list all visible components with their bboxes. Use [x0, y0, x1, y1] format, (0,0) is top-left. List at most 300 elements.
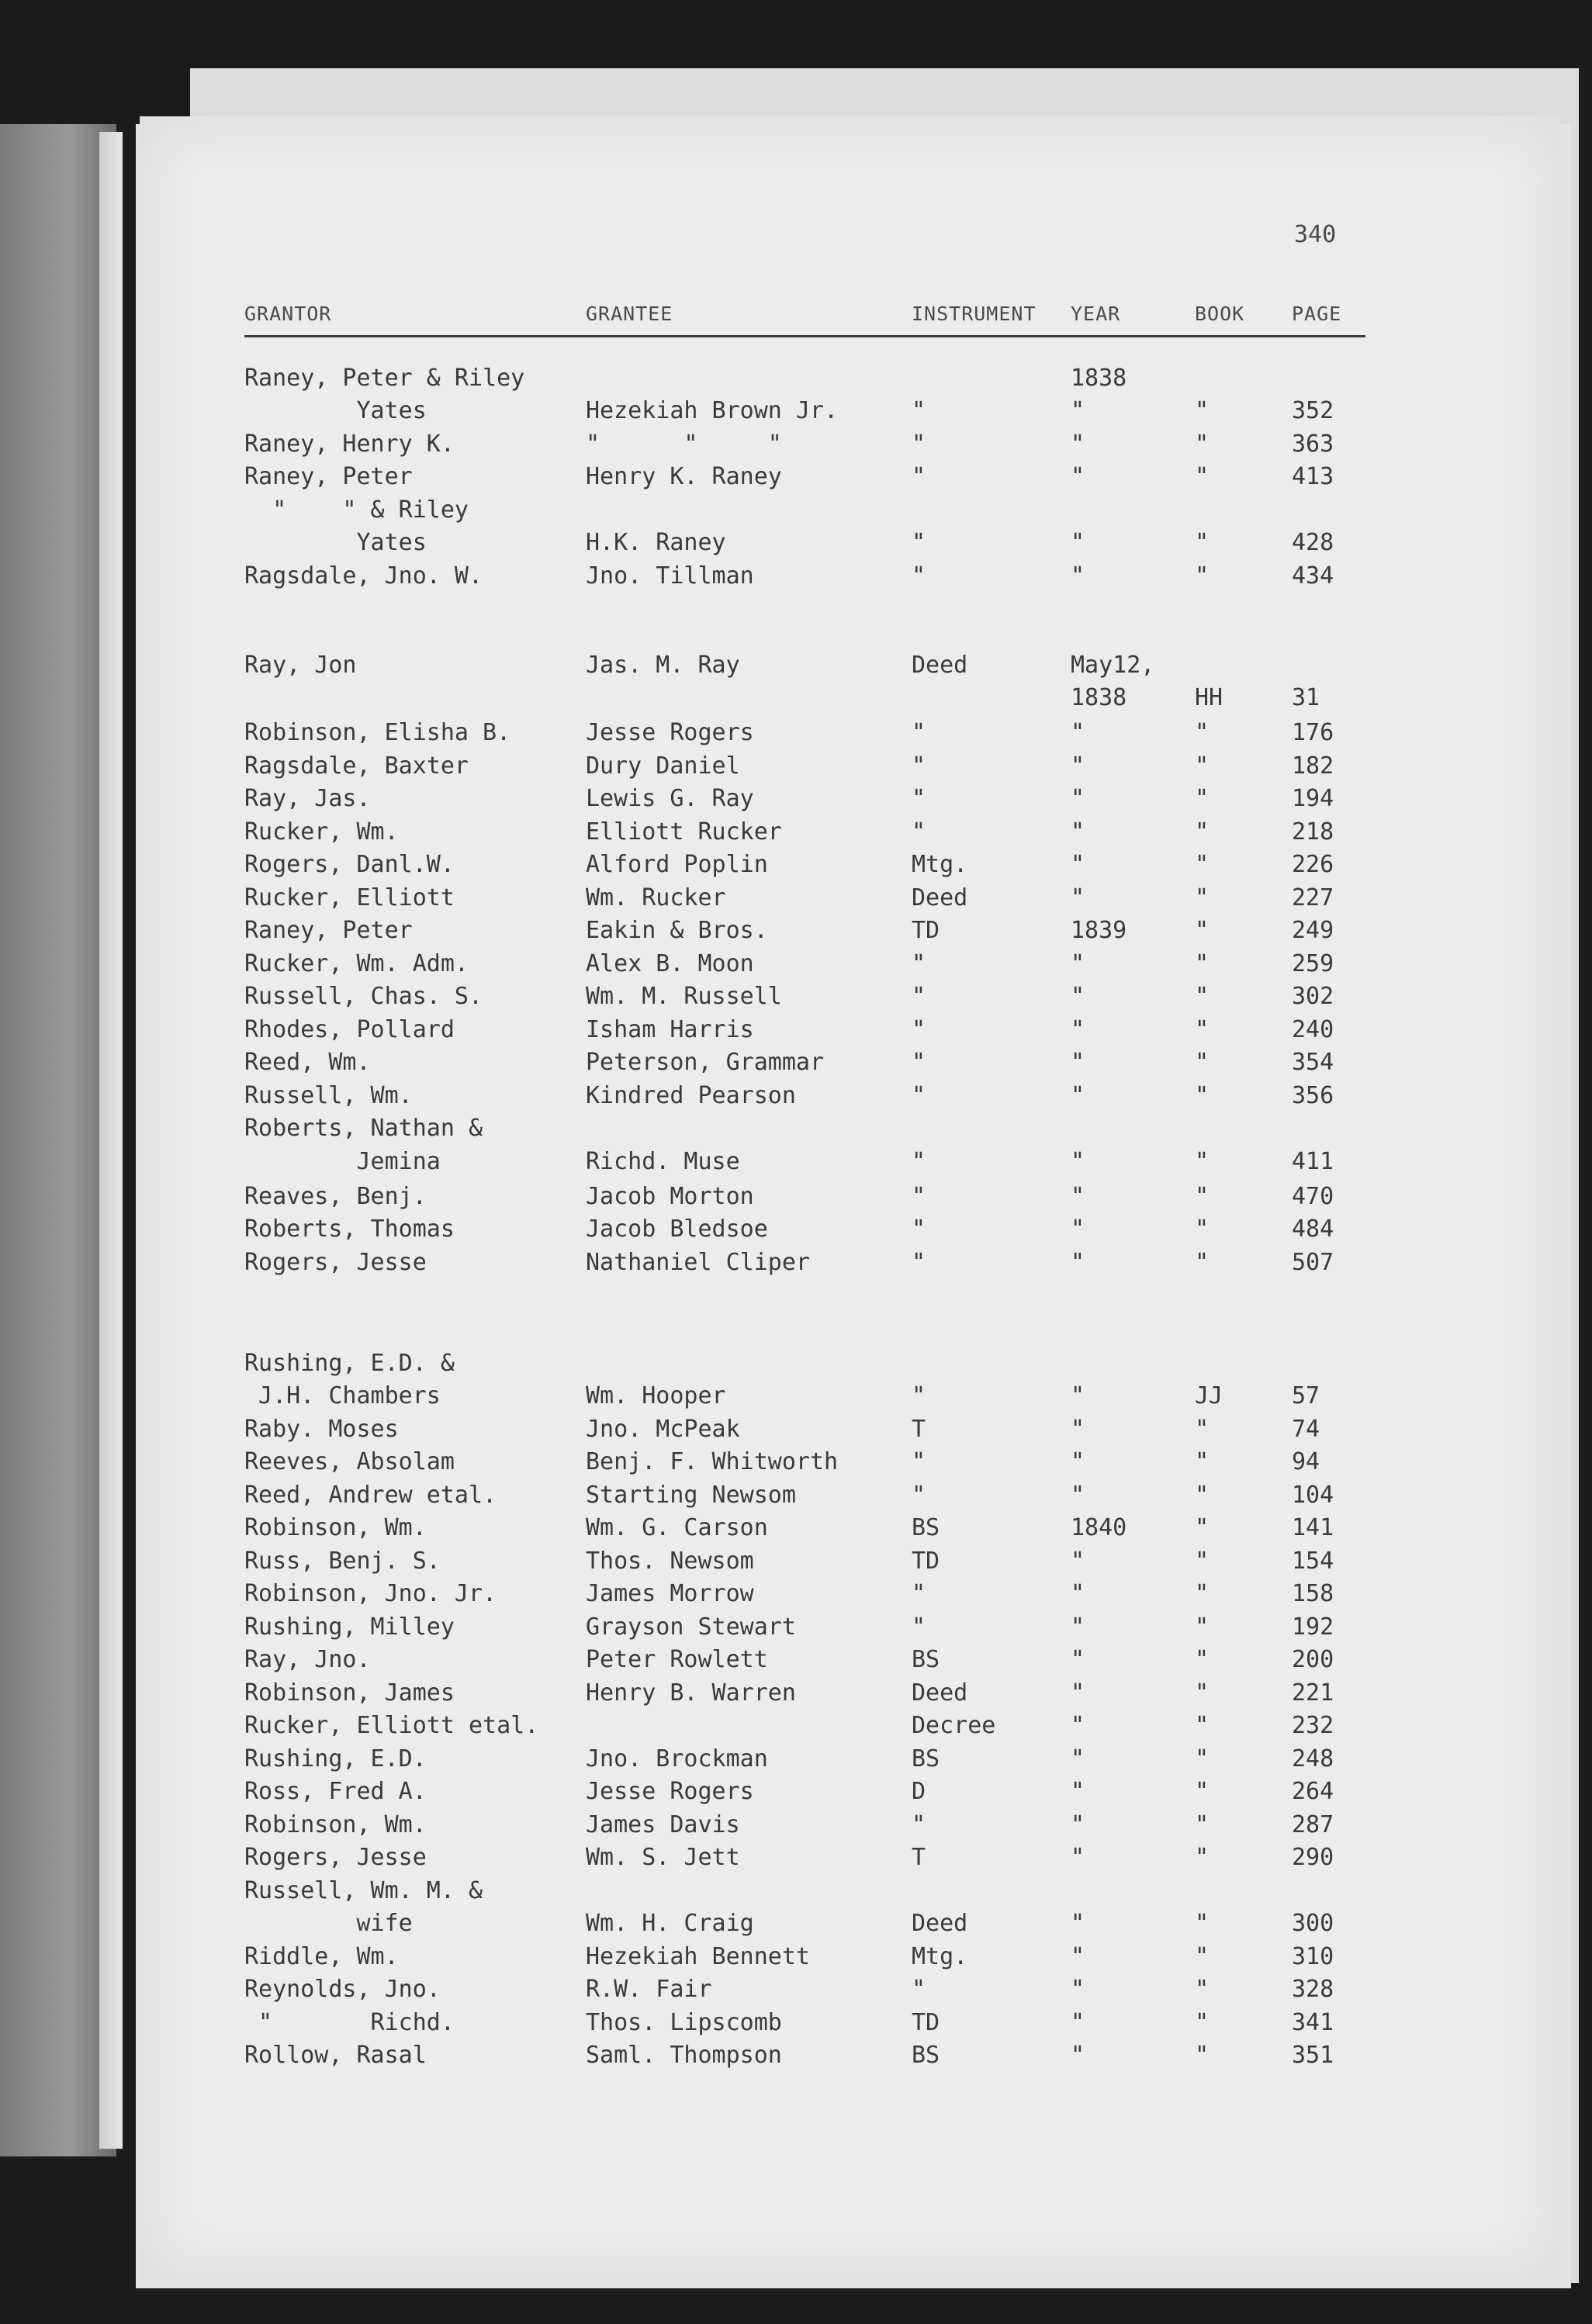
cell-year: " [1071, 719, 1085, 746]
cell-page: 248 [1292, 1745, 1334, 1772]
cell-page: 182 [1292, 752, 1334, 780]
cell-book: " [1195, 431, 1210, 458]
cell-instrument: BS [912, 1745, 940, 1772]
cell-grantee: James Davis [586, 1811, 740, 1838]
cell-year: " [1071, 1183, 1085, 1210]
cell-grantee: Hezekiah Brown Jr. [586, 397, 839, 424]
cell-instrument: " [912, 1016, 926, 1043]
cell-instrument: " [912, 1580, 926, 1607]
cell-book: " [1195, 1811, 1210, 1838]
cell-year: " [1071, 1712, 1085, 1739]
table-row [140, 818, 1559, 851]
cell-instrument: Mtg. [912, 1943, 968, 1970]
cell-book: " [1195, 1548, 1210, 1575]
cell-book: " [1195, 752, 1210, 780]
cell-grantee: " " " [586, 431, 782, 458]
table-row [140, 1216, 1559, 1248]
table-row [140, 2009, 1559, 2042]
table-row [140, 397, 1559, 430]
cell-year: " [1071, 851, 1085, 878]
cell-instrument: " [912, 752, 926, 780]
cell-year: " [1071, 1416, 1085, 1443]
cell-grantee: Jesse Rogers [586, 719, 754, 746]
table-row [140, 1548, 1559, 1580]
cell-instrument: " [912, 562, 926, 590]
cell-grantor: Ragsdale, Jno. W. [244, 562, 483, 590]
cell-year: " [1071, 2042, 1085, 2069]
cell-page: 94 [1292, 1448, 1320, 1475]
cell-book: " [1195, 2009, 1210, 2036]
cell-grantee: James Morrow [586, 1580, 754, 1607]
table-row [140, 684, 1559, 717]
cell-page: 351 [1292, 2042, 1334, 2069]
cell-grantor: Raney, Peter [244, 463, 413, 490]
cell-page: 310 [1292, 1943, 1334, 1970]
cell-grantee: Wm. S. Jett [586, 1844, 740, 1871]
cell-book: " [1195, 1910, 1210, 1937]
cell-grantee: Peterson, Grammar [586, 1049, 825, 1076]
cell-year: 1839 [1071, 917, 1127, 944]
cell-grantee: H.K. Raney [586, 529, 726, 556]
table-row [140, 1712, 1559, 1745]
cell-book: " [1195, 851, 1210, 878]
cell-instrument: T [912, 1416, 926, 1443]
cell-grantor: " " & Riley [244, 496, 469, 524]
cell-grantee: Dury Daniel [586, 752, 740, 780]
cell-instrument: " [912, 950, 926, 977]
cell-book: " [1195, 1082, 1210, 1109]
cell-grantee: Wm. Hooper [586, 1382, 726, 1409]
cell-grantor: Rushing, E.D. & [244, 1350, 455, 1377]
cell-grantee: Wm. M. Russell [586, 983, 782, 1010]
cell-grantor: Rollow, Rasal [244, 2042, 427, 2069]
table-row [140, 1778, 1559, 1810]
cell-grantor: Yates [244, 397, 427, 424]
cell-year: " [1071, 1811, 1085, 1838]
cell-year: " [1071, 950, 1085, 977]
cell-page: 302 [1292, 983, 1334, 1010]
cell-instrument: " [912, 431, 926, 458]
cell-grantee: Henry K. Raney [586, 463, 782, 490]
cell-instrument: " [912, 529, 926, 556]
table-row [140, 1016, 1559, 1049]
cell-grantee: Benj. F. Whitworth [586, 1448, 839, 1475]
cell-page: 354 [1292, 1049, 1334, 1076]
cell-grantee: Thos. Newsom [586, 1548, 754, 1575]
cell-page: 413 [1292, 463, 1334, 490]
cell-year: " [1071, 1016, 1085, 1043]
cell-instrument: " [912, 1148, 926, 1175]
cell-book: " [1195, 1148, 1210, 1175]
cell-book: " [1195, 1712, 1210, 1739]
cell-grantee: Jno. Brockman [586, 1745, 768, 1772]
cell-grantee: R.W. Fair [586, 1976, 712, 2003]
cell-grantee: Thos. Lipscomb [586, 2009, 782, 2036]
cell-page: 158 [1292, 1580, 1334, 1607]
cell-book: " [1195, 1482, 1210, 1509]
cell-year: " [1071, 818, 1085, 846]
cell-book: " [1195, 1778, 1210, 1805]
cell-book: " [1195, 562, 1210, 590]
cell-page: 300 [1292, 1910, 1334, 1937]
cell-grantee: Elliott Rucker [586, 818, 782, 846]
cell-book: " [1195, 1049, 1210, 1076]
cell-grantor: Reed, Andrew etal. [244, 1482, 497, 1509]
table-row [140, 1613, 1559, 1646]
cell-grantee: Kindred Pearson [586, 1082, 796, 1109]
table-body [140, 116, 1559, 2281]
cell-book: " [1195, 1976, 1210, 2003]
table-row [140, 1976, 1559, 2008]
table-row [140, 562, 1559, 595]
cell-instrument: " [912, 1976, 926, 2003]
cell-grantee: Jno. McPeak [586, 1416, 740, 1443]
cell-grantor: Rogers, Jesse [244, 1844, 427, 1871]
cell-year: " [1071, 397, 1085, 424]
table-row [140, 917, 1559, 949]
table-row [140, 1745, 1559, 1778]
cell-page: 104 [1292, 1482, 1334, 1509]
cell-grantee: Lewis G. Ray [586, 785, 754, 812]
cell-grantor: Roberts, Thomas [244, 1216, 455, 1243]
cell-instrument: Deed [912, 1910, 968, 1937]
cell-grantee: Alex B. Moon [586, 950, 754, 977]
table-row [140, 1679, 1559, 1712]
cell-grantor: Rucker, Wm. [244, 818, 399, 846]
cell-grantee: Wm. G. Carson [586, 1514, 768, 1541]
cell-page: 411 [1292, 1148, 1334, 1175]
cell-instrument: " [912, 1811, 926, 1838]
table-row [140, 785, 1559, 818]
cell-book: " [1195, 1745, 1210, 1772]
cell-instrument: TD [912, 917, 940, 944]
cell-year: " [1071, 1844, 1085, 1871]
cell-grantor: Raney, Peter & Riley [244, 365, 525, 392]
cell-grantor: Robinson, Elisha B. [244, 719, 511, 746]
cell-grantor: Roberts, Nathan & [244, 1115, 483, 1142]
cell-instrument: " [912, 1613, 926, 1641]
cell-grantor: wife [244, 1910, 413, 1937]
cell-grantor: Rucker, Elliott etal. [244, 1712, 539, 1739]
table-row [140, 431, 1559, 463]
cell-grantee: Jno. Tillman [586, 562, 754, 590]
page-number: 340 [1294, 221, 1337, 248]
cell-instrument: " [912, 785, 926, 812]
table-row [140, 884, 1559, 917]
table-row [140, 1877, 1559, 1910]
cell-book: " [1195, 1943, 1210, 1970]
cell-grantor: Jemina [244, 1148, 441, 1175]
cell-book: " [1195, 1216, 1210, 1243]
cell-year: " [1071, 1910, 1085, 1937]
cell-year: May12, [1071, 652, 1155, 679]
cell-grantor: Ray, Jno. [244, 1646, 371, 1673]
cell-grantor: Rucker, Elliott [244, 884, 455, 911]
cell-year: " [1071, 752, 1085, 780]
cell-page: 74 [1292, 1416, 1320, 1443]
cell-book: " [1195, 785, 1210, 812]
table-row [140, 983, 1559, 1015]
cell-grantor: Ragsdale, Baxter [244, 752, 469, 780]
cell-grantor: Ross, Fred A. [244, 1778, 427, 1805]
cell-grantee: Jacob Bledsoe [586, 1216, 768, 1243]
cell-grantor: Ray, Jas. [244, 785, 371, 812]
cell-instrument: Mtg. [912, 851, 968, 878]
cell-year: " [1071, 1216, 1085, 1243]
cell-page: 154 [1292, 1548, 1334, 1575]
cell-grantor: Riddle, Wm. [244, 1943, 399, 1970]
cell-year: " [1071, 1249, 1085, 1276]
table-row [140, 496, 1559, 529]
cell-year: " [1071, 1943, 1085, 1970]
table-row [140, 1148, 1559, 1181]
cell-instrument: Decree [912, 1712, 996, 1739]
cell-book: " [1195, 884, 1210, 911]
cell-year: " [1071, 884, 1085, 911]
cell-grantee: Wm. Rucker [586, 884, 726, 911]
cell-grantor: Rushing, E.D. [244, 1745, 427, 1772]
cell-page: 287 [1292, 1811, 1334, 1838]
cell-page: 232 [1292, 1712, 1334, 1739]
cell-book: " [1195, 1448, 1210, 1475]
cell-book: " [1195, 1613, 1210, 1641]
cell-instrument: " [912, 397, 926, 424]
cell-grantor: Rushing, Milley [244, 1613, 455, 1641]
cell-page: 141 [1292, 1514, 1334, 1541]
table-row [140, 719, 1559, 752]
cell-instrument: BS [912, 1646, 940, 1673]
cell-grantee: Eakin & Bros. [586, 917, 768, 944]
header-instrument: INSTRUMENT [912, 303, 1037, 325]
cell-year: " [1071, 431, 1085, 458]
cell-instrument: " [912, 1216, 926, 1243]
cell-year: " [1071, 1976, 1085, 2003]
table-row [140, 652, 1559, 684]
table-row [140, 1049, 1559, 1081]
cell-instrument: D [912, 1778, 926, 1805]
cell-instrument: " [912, 463, 926, 490]
cell-grantor: Raney, Henry K. [244, 431, 455, 458]
table-row [140, 1514, 1559, 1547]
cell-page: 434 [1292, 562, 1334, 590]
document-page [140, 116, 1559, 2281]
table-row [140, 950, 1559, 983]
header-grantor: GRANTOR [244, 303, 332, 325]
cell-instrument: " [912, 719, 926, 746]
cell-grantor: Robinson, James [244, 1679, 455, 1707]
cell-grantor: Raby. Moses [244, 1416, 399, 1443]
cell-grantee: Saml. Thompson [586, 2042, 782, 2069]
cell-year: " [1071, 1745, 1085, 1772]
cell-book: " [1195, 1844, 1210, 1871]
cell-year: 1838 [1071, 684, 1127, 711]
cell-grantee: Starting Newsom [586, 1482, 796, 1509]
table-row [140, 1082, 1559, 1115]
cell-year: " [1071, 1049, 1085, 1076]
table-row [140, 752, 1559, 785]
cell-book: " [1195, 1646, 1210, 1673]
cell-grantor: Reeves, Absolam [244, 1448, 455, 1475]
cell-grantor: Reynolds, Jno. [244, 1976, 441, 2003]
table-row [140, 1580, 1559, 1613]
table-row [140, 1382, 1559, 1415]
cell-grantee: Jesse Rogers [586, 1778, 754, 1805]
table-row [140, 1910, 1559, 1942]
cell-grantee: Hezekiah Bennett [586, 1943, 810, 1970]
cell-grantee: Henry B. Warren [586, 1679, 796, 1707]
cell-instrument: " [912, 1082, 926, 1109]
cell-year: " [1071, 1148, 1085, 1175]
cell-page: 341 [1292, 2009, 1334, 2036]
cell-grantor: Ray, Jon [244, 652, 357, 679]
cell-year: " [1071, 1082, 1085, 1109]
cell-grantor: Reaves, Benj. [244, 1183, 427, 1210]
cell-instrument: " [912, 1183, 926, 1210]
table-row [140, 1249, 1559, 1281]
cell-year: " [1071, 1382, 1085, 1409]
cell-year: " [1071, 1548, 1085, 1575]
table-row [140, 1811, 1559, 1844]
cell-book: " [1195, 397, 1210, 424]
cell-book: " [1195, 463, 1210, 490]
cell-year: " [1071, 1778, 1085, 1805]
cell-book: " [1195, 1016, 1210, 1043]
table-row [140, 1183, 1559, 1216]
cell-year: " [1071, 562, 1085, 590]
cell-page: 356 [1292, 1082, 1334, 1109]
cell-book: " [1195, 1580, 1210, 1607]
cell-year: " [1071, 1679, 1085, 1707]
cell-grantor: Russ, Benj. S. [244, 1548, 441, 1575]
cell-page: 240 [1292, 1016, 1334, 1043]
cell-year: " [1071, 2009, 1085, 2036]
cell-book: " [1195, 983, 1210, 1010]
table-row [140, 529, 1559, 562]
cell-instrument: T [912, 1844, 926, 1871]
cell-grantee: Richd. Muse [586, 1148, 740, 1175]
cell-grantor: Reed, Wm. [244, 1049, 371, 1076]
cell-book: " [1195, 2042, 1210, 2069]
cell-book: " [1195, 719, 1210, 746]
cell-book: " [1195, 529, 1210, 556]
table-row [140, 1448, 1559, 1481]
header-grantee: GRANTEE [586, 303, 673, 325]
cell-grantor: Raney, Peter [244, 917, 413, 944]
cell-instrument: BS [912, 2042, 940, 2069]
cell-year: " [1071, 1448, 1085, 1475]
cell-book: " [1195, 1183, 1210, 1210]
cell-instrument: Deed [912, 1679, 968, 1707]
cell-grantee: Wm. H. Craig [586, 1910, 754, 1937]
cell-grantor: Russell, Wm. [244, 1082, 413, 1109]
cell-instrument: " [912, 818, 926, 846]
cell-year: 1838 [1071, 365, 1127, 392]
table-row [140, 851, 1559, 884]
cell-grantee: Alford Poplin [586, 851, 768, 878]
facing-page-edge [99, 132, 123, 2149]
cell-page: 57 [1292, 1382, 1320, 1409]
cell-book: JJ [1195, 1382, 1223, 1409]
cell-year: " [1071, 1482, 1085, 1509]
cell-page: 264 [1292, 1778, 1334, 1805]
table-row [140, 1350, 1559, 1382]
cell-grantor: Yates [244, 529, 427, 556]
cell-grantee: Jacob Morton [586, 1183, 754, 1210]
cell-grantee: Isham Harris [586, 1016, 754, 1043]
header-year: YEAR [1071, 303, 1121, 325]
table-row [140, 1646, 1559, 1679]
cell-page: 363 [1292, 431, 1334, 458]
cell-grantor: Robinson, Jno. Jr. [244, 1580, 497, 1607]
cell-book: " [1195, 1416, 1210, 1443]
header-book: BOOK [1195, 303, 1245, 325]
cell-page: 428 [1292, 529, 1334, 556]
cell-grantor: Robinson, Wm. [244, 1514, 427, 1541]
cell-instrument: TD [912, 1548, 940, 1575]
cell-book: " [1195, 950, 1210, 977]
cell-instrument: TD [912, 2009, 940, 2036]
cell-instrument: " [912, 1448, 926, 1475]
cell-grantor: Rucker, Wm. Adm. [244, 950, 469, 977]
cell-instrument: " [912, 1382, 926, 1409]
cell-year: " [1071, 1646, 1085, 1673]
cell-grantee: Nathaniel Cliper [586, 1249, 810, 1276]
cell-instrument: BS [912, 1514, 940, 1541]
cell-instrument: " [912, 1049, 926, 1076]
table-row [140, 1115, 1559, 1147]
cell-book: " [1195, 917, 1210, 944]
cell-page: 194 [1292, 785, 1334, 812]
cell-instrument: " [912, 1249, 926, 1276]
cell-grantor: Russell, Wm. M. & [244, 1877, 483, 1904]
cell-grantor: Rogers, Danl.W. [244, 851, 455, 878]
cell-grantor: Robinson, Wm. [244, 1811, 427, 1838]
cell-page: 218 [1292, 818, 1334, 846]
cell-instrument: Deed [912, 884, 968, 911]
cell-page: 226 [1292, 851, 1334, 878]
cell-year: 1840 [1071, 1514, 1127, 1541]
cell-grantor: " Richd. [244, 2009, 455, 2036]
cell-book: " [1195, 1679, 1210, 1707]
table-row [140, 1844, 1559, 1876]
table-row [140, 1943, 1559, 1976]
cell-page: 227 [1292, 884, 1334, 911]
table-row [140, 1482, 1559, 1514]
cell-grantee: Jas. M. Ray [586, 652, 740, 679]
cell-page: 31 [1292, 684, 1320, 711]
cell-instrument: Deed [912, 652, 968, 679]
cell-grantor: Rhodes, Pollard [244, 1016, 455, 1043]
cell-year: " [1071, 785, 1085, 812]
cell-book: " [1195, 1514, 1210, 1541]
cell-instrument: " [912, 1482, 926, 1509]
table-row [140, 2042, 1559, 2074]
cell-year: " [1071, 1580, 1085, 1607]
cell-year: " [1071, 529, 1085, 556]
cell-year: " [1071, 463, 1085, 490]
cell-page: 221 [1292, 1679, 1334, 1707]
cell-year: " [1071, 1613, 1085, 1641]
cell-page: 484 [1292, 1216, 1334, 1243]
cell-book: HH [1195, 684, 1223, 711]
cell-book: " [1195, 1249, 1210, 1276]
cell-page: 192 [1292, 1613, 1334, 1641]
cell-grantor: Russell, Chas. S. [244, 983, 483, 1010]
cell-page: 328 [1292, 1976, 1334, 2003]
cell-page: 290 [1292, 1844, 1334, 1871]
cell-grantor: Rogers, Jesse [244, 1249, 427, 1276]
cell-grantee: Grayson Stewart [586, 1613, 796, 1641]
